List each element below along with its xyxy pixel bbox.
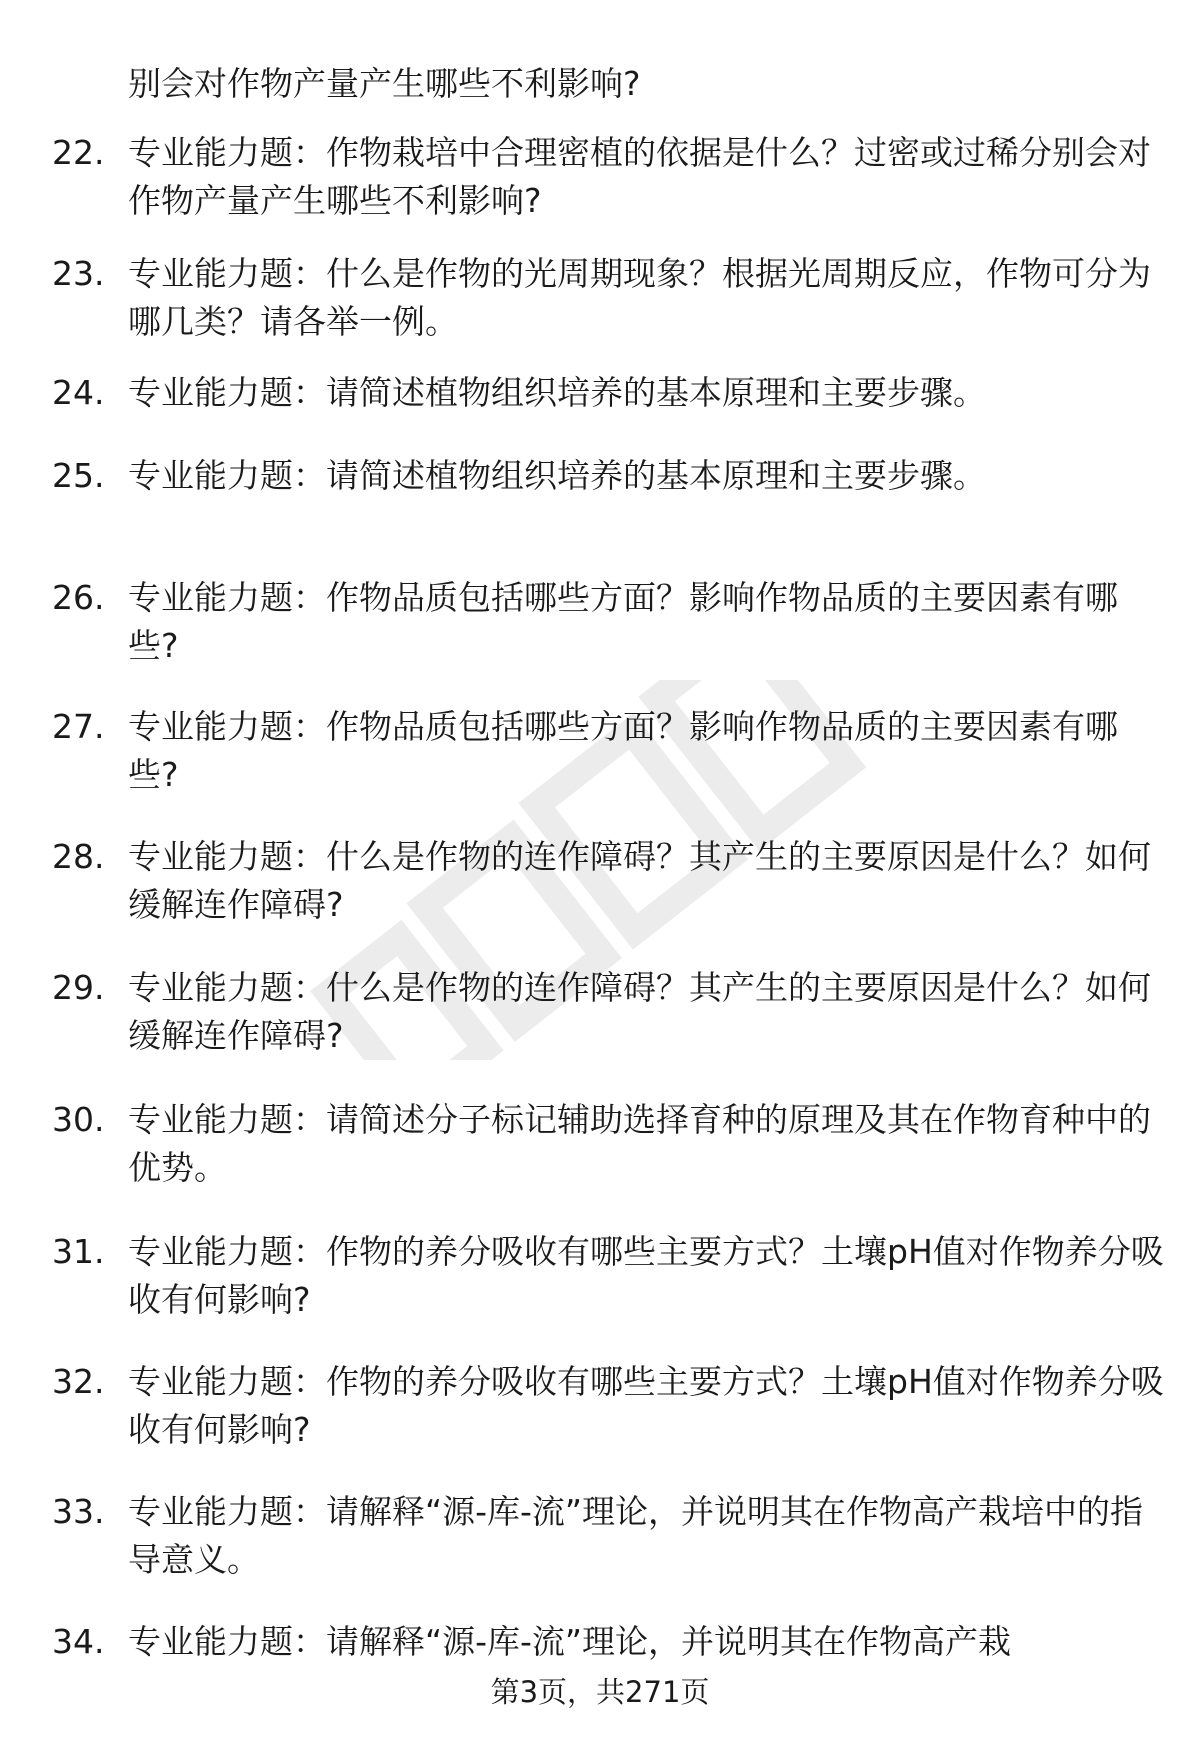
question-number: 28. [52,837,105,876]
question-number: 31. [52,1232,105,1271]
question-text: 专业能力题：作物栽培中合理密植的依据是什么？过密或过稀分别会对作物产量产生哪些不利影响? [128,133,1151,220]
question-number: 24. [52,373,105,412]
question-text: 专业能力题：请解释“源-库-流”理论，并说明其在作物高产栽培中的指导意义。 [128,1492,1144,1579]
continuation-line: 别会对作物产量产生哪些不利影响? [128,64,641,103]
question-text: 专业能力题：作物品质包括哪些方面？影响作物品质的主要因素有哪些? [128,707,1118,794]
question-number: 33. [52,1492,105,1531]
question-number: 23. [52,254,105,293]
question-text: 专业能力题：作物品质包括哪些方面？影响作物品质的主要因素有哪些? [128,578,1118,665]
question-number: 32. [52,1362,105,1401]
question-number: 26. [52,578,105,617]
question-number: 29. [52,968,105,1007]
question-number: 22. [52,133,105,172]
question-text: 专业能力题：什么是作物的连作障碍？其产生的主要原因是什么？如何缓解连作障碍? [128,837,1151,924]
question-text: 专业能力题：请简述植物组织培养的基本原理和主要步骤。 [128,373,986,412]
question-number: 30. [52,1100,105,1139]
question-text: 专业能力题：作物的养分吸收有哪些主要方式？土壤pH值对作物养分吸收有何影响? [128,1232,1164,1319]
question-number: 25. [52,456,105,495]
question-text: 专业能力题：请简述分子标记辅助选择育种的原理及其在作物育种中的优势。 [128,1100,1151,1187]
question-text: 专业能力题：请简述植物组织培养的基本原理和主要步骤。 [128,456,986,495]
page-number-footer: 第3页，共271页 [490,1675,710,1709]
question-text: 专业能力题：请解释“源-库-流”理论，并说明其在作物高产栽 [128,1622,1012,1661]
question-text: 专业能力题：什么是作物的连作障碍？其产生的主要原因是什么？如何缓解连作障碍? [128,968,1151,1055]
question-number: 27. [52,707,105,746]
question-number: 34. [52,1622,105,1661]
question-text: 专业能力题：作物的养分吸收有哪些主要方式？土壤pH值对作物养分吸收有何影响? [128,1362,1164,1449]
question-text: 专业能力题：什么是作物的光周期现象？根据光周期反应，作物可分为哪几类？请各举一例。 [128,254,1151,341]
